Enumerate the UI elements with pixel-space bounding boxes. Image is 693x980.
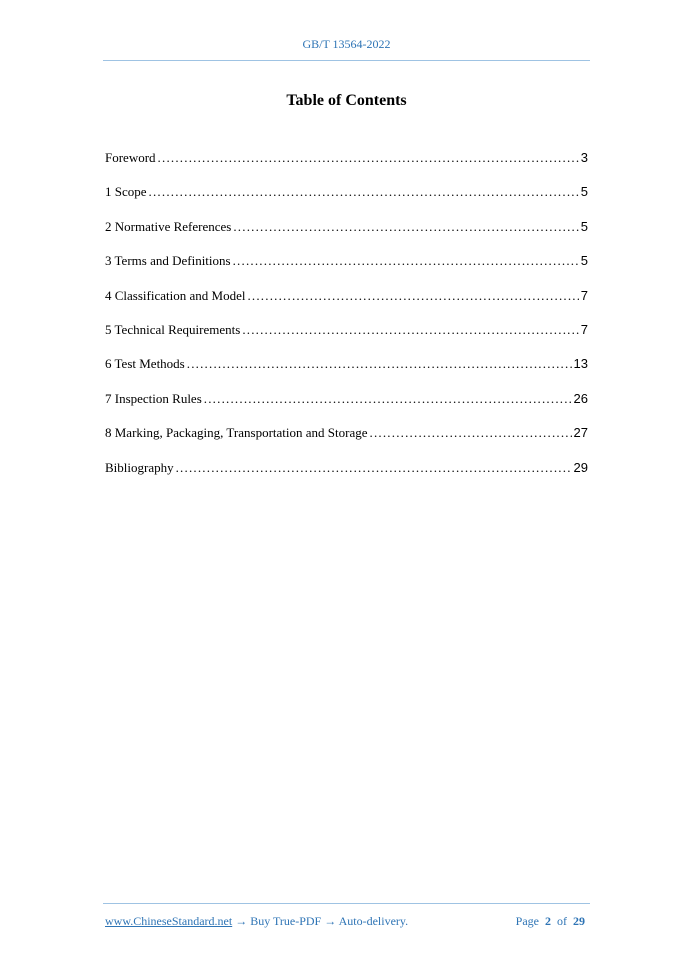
toc-entry-title: 7 Inspection Rules (105, 390, 202, 406)
toc-entry-title: 4 Classification and Model (105, 287, 246, 303)
toc-entry-terms-and-definitions[interactable] (105, 253, 588, 287)
total-page-number: 29 (573, 914, 585, 928)
toc-entry-scope[interactable] (105, 184, 588, 218)
toc-entry-title: 8 Marking, Packaging, Transportation and Storage (105, 425, 368, 441)
toc-entry-page: 5 (580, 184, 588, 200)
toc-entry-page: 26 (573, 390, 588, 406)
toc-leader-dots (233, 253, 579, 269)
toc-entry-page: 29 (573, 459, 588, 475)
page-label: Page (515, 914, 539, 928)
toc-entry-technical-requirements[interactable] (105, 322, 588, 356)
toc-entry-title: 3 Terms and Definitions (105, 253, 231, 269)
website-link[interactable]: www.ChineseStandard.net (105, 914, 233, 928)
toc-entry-title: Foreword (105, 150, 156, 165)
toc-entry-normative-references[interactable] (105, 219, 588, 253)
footer-divider (103, 903, 590, 904)
toc-entry-page: 7 (580, 287, 588, 303)
of-label: of (557, 914, 567, 928)
toc-entry-title: 1 Scope (105, 184, 147, 200)
toc-leader-dots (233, 219, 578, 235)
toc-entry-title: Bibliography (105, 459, 174, 475)
toc-leader-dots (187, 356, 572, 372)
toc-entry-page: 5 (580, 253, 588, 269)
buy-true-pdf-text: Buy True-PDF (250, 914, 322, 928)
page-number (516, 914, 585, 929)
toc-leader-dots (176, 460, 572, 476)
page-footer (105, 914, 585, 930)
table-of-contents (105, 150, 588, 494)
footer-promo (105, 914, 408, 929)
toc-entry-title: 5 Technical Requirements (105, 321, 241, 337)
arrow-right-icon: → (235, 914, 248, 928)
toc-entry-page: 13 (573, 356, 588, 372)
toc-entry-inspection-rules[interactable] (105, 391, 588, 425)
toc-leader-dots (204, 391, 572, 407)
toc-heading: Table of Contents (286, 92, 407, 109)
toc-entry-page: 7 (580, 321, 588, 337)
header-divider (103, 60, 590, 61)
toc-entry-test-methods[interactable] (105, 356, 588, 390)
toc-leader-dots (149, 184, 579, 200)
document-header-title: GB/T 13564-2022 (302, 37, 391, 51)
toc-entry-page: 3 (580, 150, 588, 165)
toc-entry-bibliography[interactable] (105, 460, 588, 494)
toc-leader-dots (247, 288, 578, 304)
toc-leader-dots (370, 425, 572, 441)
toc-leader-dots (242, 322, 578, 338)
toc-leader-dots (158, 150, 579, 166)
toc-entry-title: 6 Test Methods (105, 356, 185, 372)
current-page-number: 2 (545, 914, 551, 928)
auto-delivery-text: Auto-delivery. (338, 914, 409, 928)
toc-entry-marking-packaging[interactable] (105, 425, 588, 459)
toc-entry-page: 5 (580, 218, 588, 234)
toc-entry-foreword[interactable] (105, 150, 588, 184)
toc-entry-title: 2 Normative References (105, 218, 232, 234)
toc-entry-classification-and-model[interactable] (105, 288, 588, 322)
toc-entry-page: 27 (573, 425, 588, 441)
arrow-right-icon: → (324, 914, 337, 928)
